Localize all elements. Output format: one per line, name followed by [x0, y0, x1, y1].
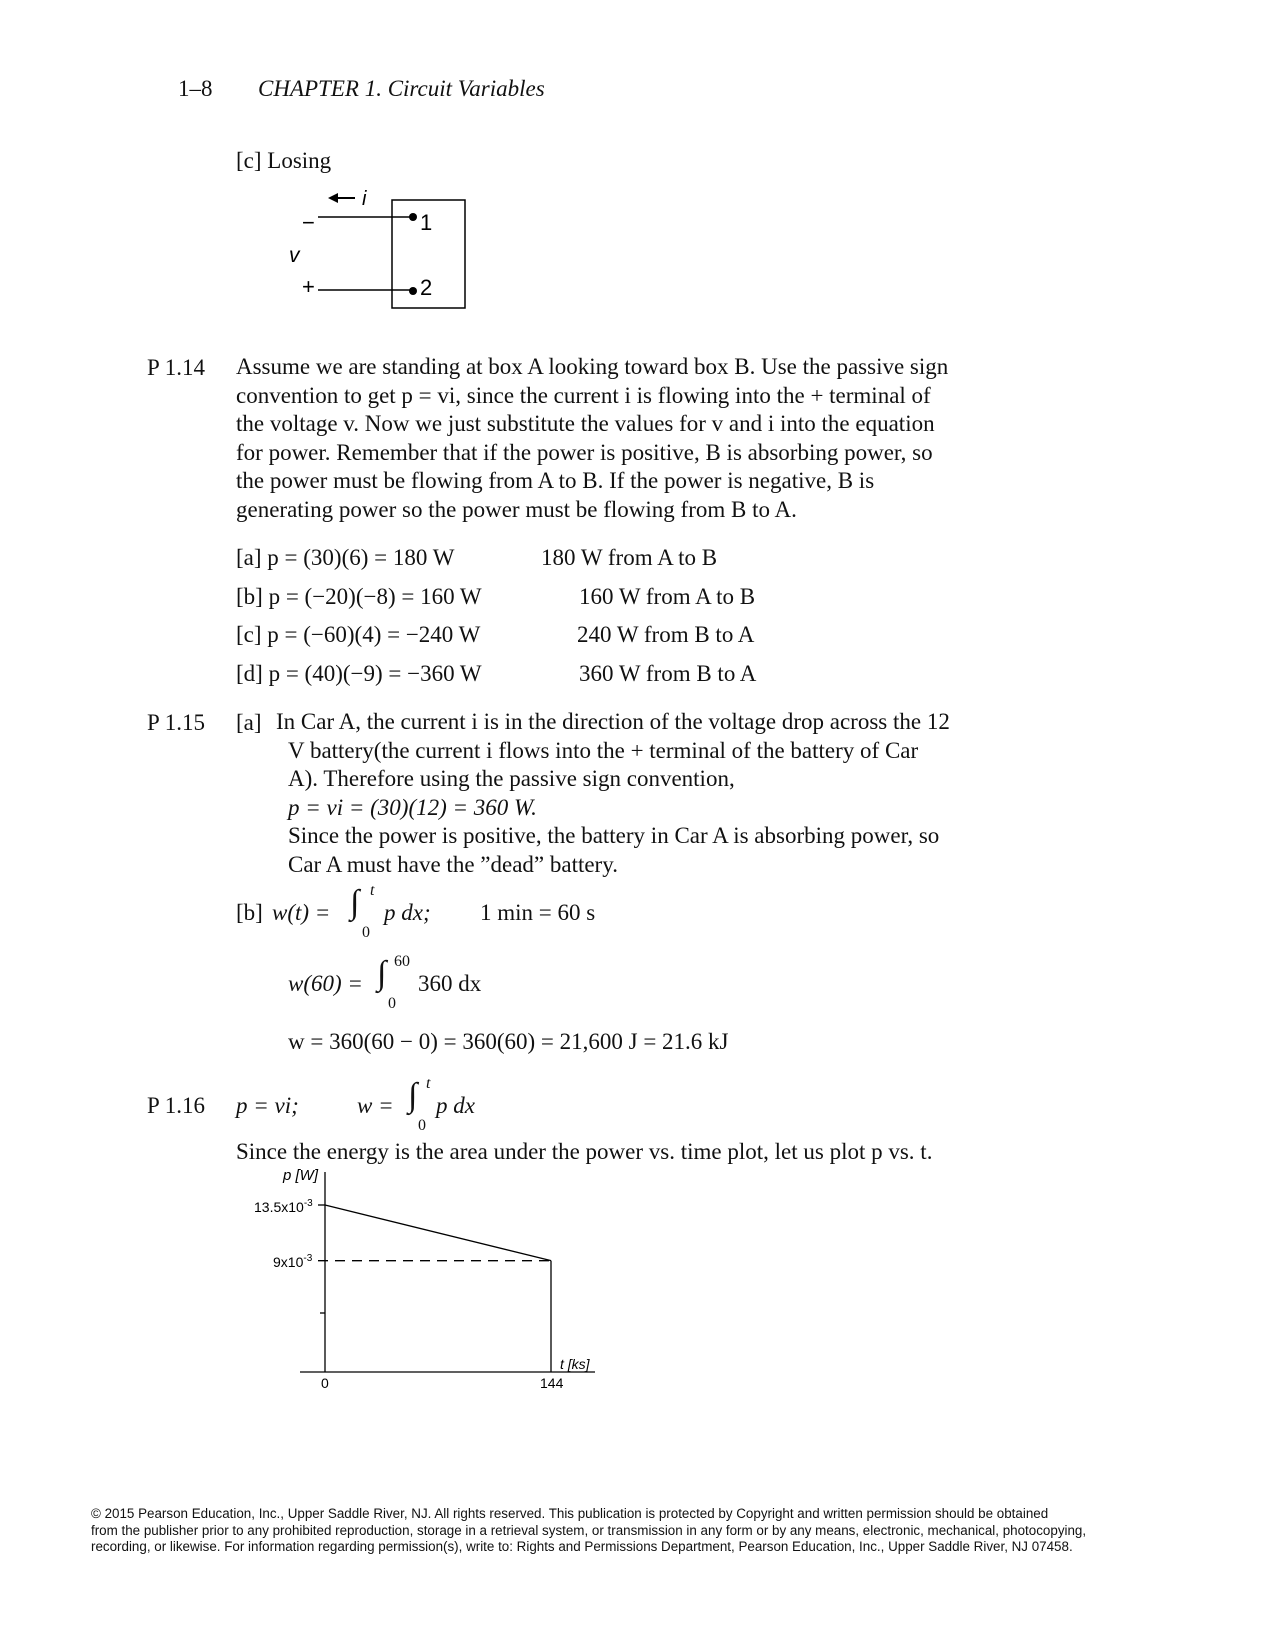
integral-sign-icon: ∫ [408, 1077, 418, 1114]
text-line: the power must be flowing from A to B. If the power is negative, B is [236, 468, 875, 494]
plot-intro-text: Since the energy is the area under the power vs. time plot, let us plot p vs. t. [236, 1139, 933, 1164]
integrand: p dx; [384, 900, 431, 925]
integral-upper: t [370, 882, 375, 899]
text-line: convention to get p = vi, since the current i is flowing into the + terminal of [236, 382, 931, 408]
y-tick-label: $13.5x10^{-3}$ [254, 1198, 313, 1215]
text-line: the voltage v. Now we just substitute the values for v and i into the equation [236, 411, 935, 437]
y-axis-label: p [W] [282, 1167, 318, 1184]
text-line: p = vi = (30)(12) = 360 W. [288, 794, 537, 820]
text-line: Assume we are standing at box A looking toward box B. Use the passive sign [236, 354, 949, 379]
integrand: p dx [436, 1093, 475, 1118]
series-segment [325, 1205, 551, 1261]
equation-lhs: w(t) = [272, 900, 331, 925]
integral-lower: 0 [388, 995, 396, 1012]
footer-line: from the publisher prior to any prohibited reproduction, storage in a retrieval system, or transmission in any form or by any means, electronic, mechanical, photocopying, [91, 1522, 1087, 1538]
text-line: Since the power is positive, the battery in Car A is absorbing power, so [288, 823, 940, 849]
energy-result: w = 360(60 − 0) = 360(60) = 21,600 J = 21.6 kJ [288, 1029, 729, 1054]
text-line: In Car A, the current i is in the direction of the voltage drop across the 12 [276, 709, 950, 734]
text-line: generating power so the power must be flowing from B to A. [236, 496, 797, 522]
part-a-label: [a] [236, 710, 262, 735]
equation-lhs: w(60) = [288, 971, 363, 996]
voltage-label: v [289, 244, 300, 267]
text-line: Car A must have the ”dead” battery. [288, 851, 618, 877]
integral-upper: t [426, 1075, 431, 1092]
equation-row-b: [b] p = (−20)(−8) = 160 W [236, 584, 482, 609]
problem-label-1-15: P 1.15 [147, 710, 205, 735]
result-row-d: 360 W from B to A [579, 661, 757, 686]
equation-row-d: [d] p = (40)(−9) = −360 W [236, 661, 482, 686]
x-tick-label: 0 [321, 1375, 329, 1391]
result-row-c: 240 W from B to A [577, 622, 755, 647]
page-number: 1–8 [178, 76, 213, 101]
text-line: A). Therefore using the passive sign convention, [288, 766, 735, 792]
equation-row-a: [a] p = (30)(6) = 180 W [236, 545, 455, 570]
part-b-label: [b] [236, 900, 263, 925]
footer-line: © 2015 Pearson Education, Inc., Upper Saddle River, NJ. All rights reserved. This publication is protected by Copyright and written permission should be obtained [91, 1506, 1049, 1521]
equation-lhs: w = [357, 1093, 394, 1118]
equation-row-c: [c] p = (−60)(4) = −240 W [236, 622, 481, 647]
minus-sign: − [302, 210, 315, 235]
x-tick-label: 144 [540, 1375, 564, 1391]
copyright-footer [91, 1506, 1211, 1556]
integral-sign-icon: ∫ [350, 884, 360, 921]
x-axis-label: t [ks] [560, 1356, 590, 1372]
terminal-1-label: 1 [420, 210, 433, 235]
result-row-a: 180 W from A to B [541, 545, 718, 570]
integral-sign-icon: ∫ [377, 955, 387, 992]
integral-upper: 60 [394, 953, 410, 970]
conversion-note: 1 min = 60 s [480, 900, 596, 925]
chapter-title: CHAPTER 1. Circuit Variables [258, 76, 545, 101]
plus-sign: + [302, 274, 315, 299]
part-c-label: [c] Losing [236, 148, 332, 173]
footer-line: recording, or likewise. For information regarding permission(s), write to: Rights and Permissions Department, Pearson Education, Inc., Upper Saddle River, NJ 07458. [91, 1539, 1073, 1554]
power-equation: p = vi; [236, 1093, 299, 1118]
problem-label-1-16: P 1.16 [147, 1093, 205, 1118]
text-line: V battery(the current i flows into the + terminal of the battery of Car [288, 737, 919, 763]
result-row-b: 160 W from A to B [579, 584, 756, 609]
terminal-2-label: 2 [420, 275, 433, 300]
current-label: i [362, 188, 367, 210]
problem-label-1-14: P 1.14 [147, 355, 205, 380]
integral-lower: 0 [362, 924, 370, 941]
y-tick-label: $9x10^{-3}$ [273, 1253, 313, 1270]
integral-lower: 0 [418, 1117, 426, 1134]
integrand: 360 dx [418, 971, 482, 996]
text-line: for power. Remember that if the power is positive, B is absorbing power, so [236, 439, 933, 465]
